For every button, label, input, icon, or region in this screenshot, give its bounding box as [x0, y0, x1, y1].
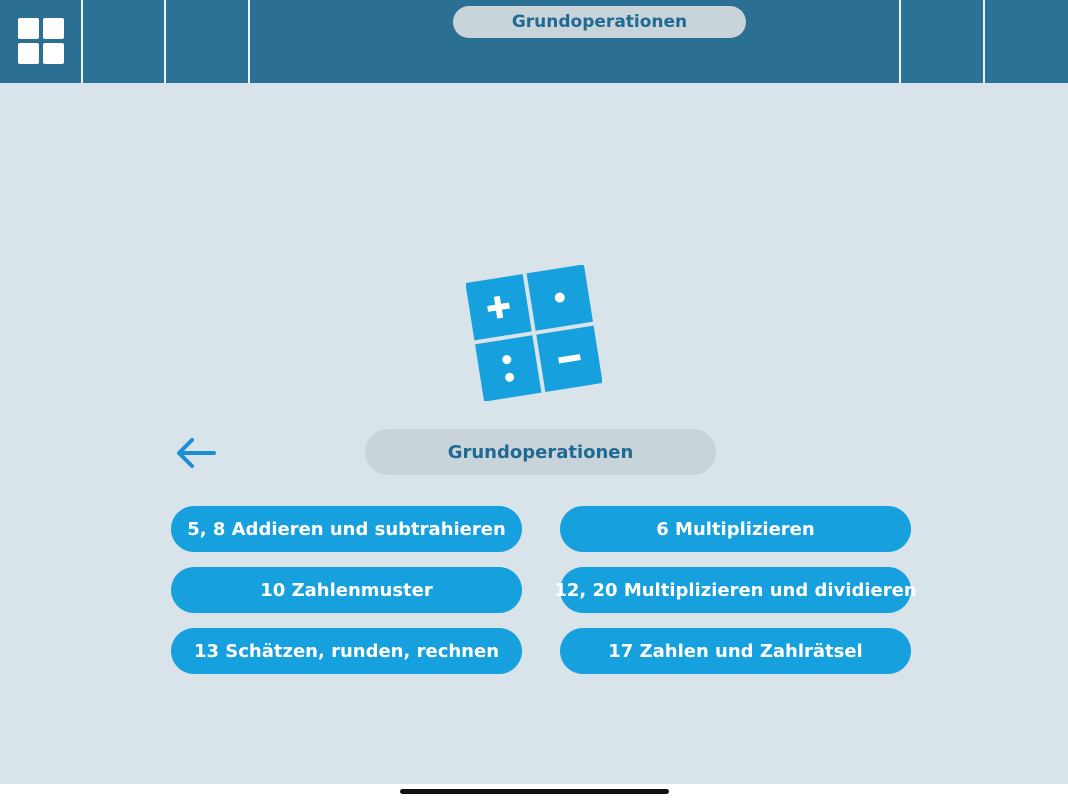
topic-button-zahlenmuster[interactable]: 10 Zahlenmuster — [171, 567, 522, 613]
topic-button-addieren-subtrahieren[interactable]: 5, 8 Addieren und subtrahieren — [171, 506, 522, 552]
top-bar — [0, 0, 1068, 83]
toolbar-slot-1[interactable] — [83, 0, 164, 83]
topic-button-multiplizieren[interactable]: 6 Multiplizieren — [560, 506, 911, 552]
arithmetic-operations-icon — [466, 265, 602, 401]
toolbar-slot-4[interactable] — [985, 0, 1068, 83]
toolbar-divider — [248, 0, 250, 83]
topic-button-zahlen-zahlraetsel[interactable]: 17 Zahlen und Zahlrätsel — [560, 628, 911, 674]
section-title: Grundoperationen — [365, 429, 716, 475]
main-content — [0, 83, 1068, 784]
grid-menu-icon[interactable] — [18, 18, 64, 64]
toolbar-slot-2[interactable] — [166, 0, 248, 83]
page-title: Grundoperationen — [453, 6, 746, 38]
toolbar-slot-3[interactable] — [901, 0, 983, 83]
topic-button-schaetzen-runden-rechnen[interactable]: 13 Schätzen, runden, rechnen — [171, 628, 522, 674]
topic-button-multiplizieren-dividieren[interactable]: 12, 20 Multiplizieren und dividieren — [560, 567, 911, 613]
arrow-left-icon[interactable] — [174, 435, 218, 471]
home-indicator[interactable] — [400, 789, 669, 794]
